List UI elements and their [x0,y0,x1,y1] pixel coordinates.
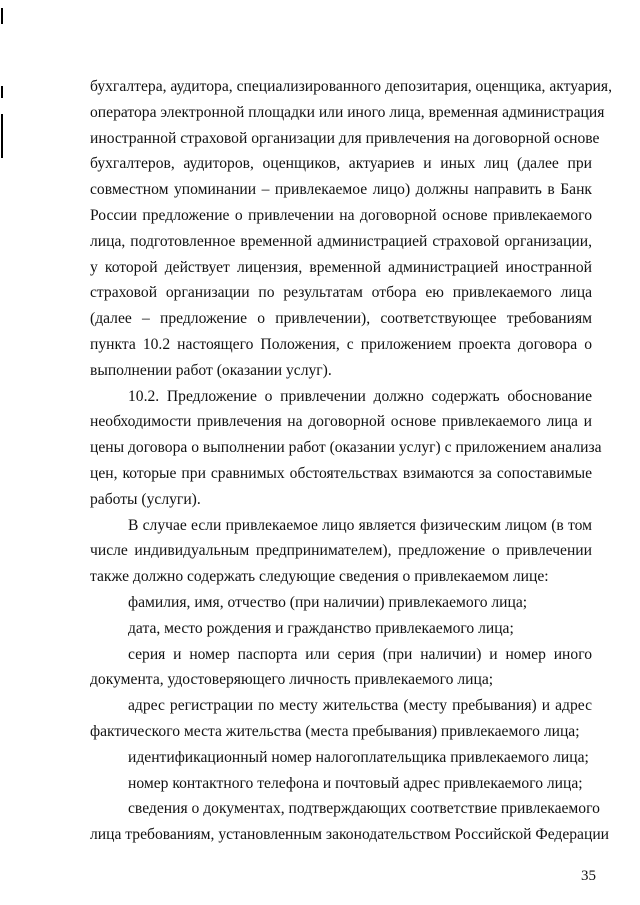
section-10-2-line: 10.2. Предложение о привлечении должно содержать обоснование [128,387,592,405]
text-line: у которой действует лицензия, временной администрацией иностранной [90,258,592,276]
text-line: лица требованиям, установленным законодательством Российской Федерации [90,826,610,844]
list-item: сведения о документах, подтверждающих соответствие привлекаемого [128,800,600,818]
list-item: дата, место рождения и гражданство привлекаемого лица; [128,619,514,637]
list-item: идентификационный номер налогоплательщика привлекаемого лица; [128,748,589,766]
text-line: необходимости привлечения на договорной основе привлекаемого лица и [90,413,592,431]
text-line: (далее – предложение о привлечении), соответствующее требованиям [90,310,592,328]
text-line: выполнении работ (оказании услуг). [90,361,332,379]
text-line: бухгалтеров, аудиторов, оценщиков, актуариев и иных лиц (далее при [90,155,592,173]
list-item: фамилия, имя, отчество (при наличии) привлекаемого лица; [128,593,528,611]
list-item: адрес регистрации по месту жительства (месту пребывания) и адрес [128,697,592,715]
list-item: серия и номер паспорта или серия (при наличии) и номер иного [128,645,592,663]
text-line: страховой организации по результатам отбора ею привлекаемого лица [90,284,592,302]
text-line: бухгалтера, аудитора, специализированного депозитария, оценщика, актуария, [90,78,612,95]
text-line: также должно содержать следующие сведения о привлекаемом лице: [90,568,549,586]
text-line: иностранной страховой организации для привлечения на договорной основе [90,129,600,147]
text-line: пункта 10.2 настоящего Положения, с приложением проекта договора о [90,335,592,353]
text-line: фактического места жительства (места пребывания) привлекаемого лица; [90,722,580,740]
margin-revision-mark [1,86,3,98]
body-text [90,74,612,848]
text-line: цен, которые при сравнимых обстоятельствах взимаются за сопоставимые [90,464,592,482]
text-line: работы (услуги). [90,490,201,508]
margin-revision-mark [1,114,3,158]
text-line: России предложение о привлечении на договорной основе привлекаемого [90,206,592,224]
text-line: цены договора о выполнении работ (оказании услуг) с приложением анализа [90,439,602,457]
margin-revision-mark [1,8,3,24]
paragraph-start-line: В случае если привлекаемое лицо является физическим лицом (в том [128,516,592,534]
text-line: совместном упоминании – привлекаемое лицо) должны направить в Банк [90,181,592,199]
list-item: номер контактного телефона и почтовый адрес привлекаемого лица; [128,774,583,792]
text-line: документа, удостоверяющего личность привлекаемого лица; [90,671,494,689]
text-line: оператора электронной площадки или иного лица, временная администрация [90,103,605,121]
text-line: лица, подготовленное временной администрацией страховой организации, [90,232,592,250]
text-line: числе индивидуальным предпринимателем), предложение о привлечении [90,542,592,560]
page-number: 35 [581,868,596,884]
